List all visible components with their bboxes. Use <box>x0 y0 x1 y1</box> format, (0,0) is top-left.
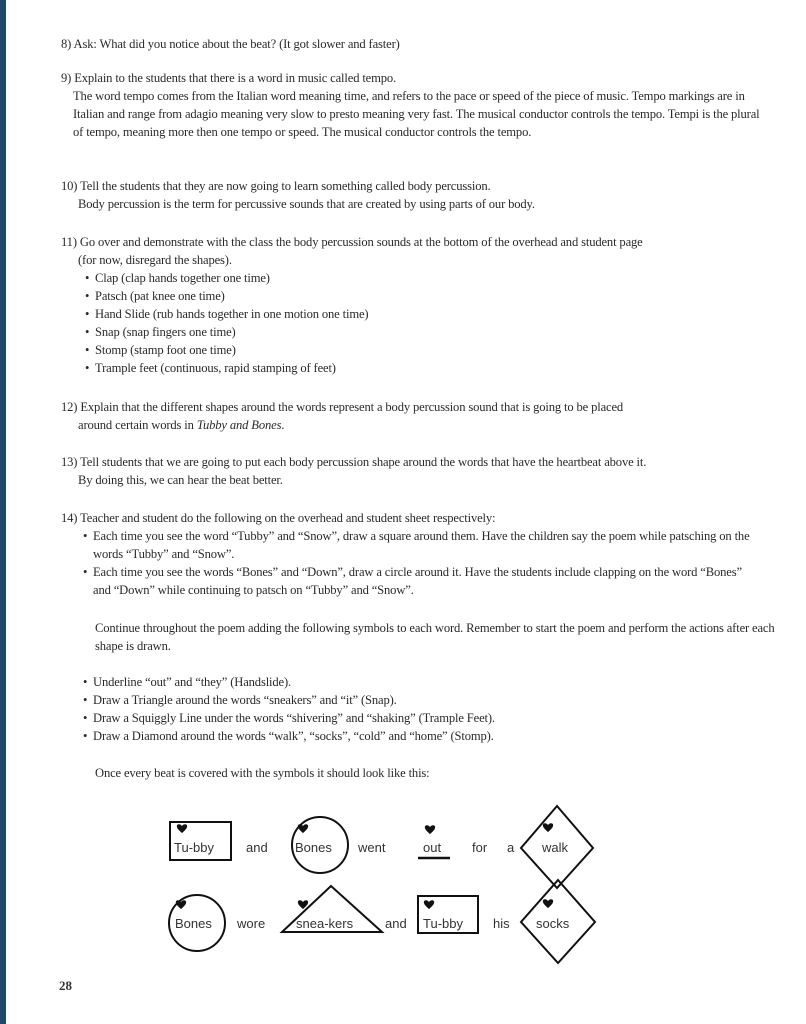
heart-icon <box>177 824 187 833</box>
list-item: • Patsch (pat knee one time) <box>85 287 771 305</box>
heart-icon <box>425 825 435 834</box>
step-text: Ask: What did you notice about the beat? (It got slower and faster) <box>73 37 400 51</box>
step-text: Explain that the different shapes around the words represent a body percussion sound that is going to be placed <box>80 400 624 414</box>
step-number: 8) <box>61 37 72 51</box>
poem-word: Bones <box>295 840 332 855</box>
step-text-continued: (for now, disregard the shapes). <box>78 253 232 267</box>
heart-icon <box>176 900 186 909</box>
list-item: • Trample feet (continuous, rapid stamping of feet) <box>85 359 771 377</box>
poem-word: snea-kers <box>296 916 354 931</box>
step-12 <box>61 398 771 434</box>
poem-word: for <box>472 840 488 855</box>
step-text-continued <box>61 416 771 434</box>
heart-icon <box>298 824 308 833</box>
poem-word: Tu-bby <box>174 840 214 855</box>
poem-word: went <box>358 840 386 855</box>
poem-word: and <box>385 916 407 931</box>
step-detail: The word tempo comes from the Italian word meaning time, and refers to the pace or speed of the piece of music. Tempo markings are in Italian and range from adagio meaning very slow to presto meaning very fast. The musical conductor controls the tempo. Tempi is the plural of tempo, meaning more then one tempo or speed. The musical conductor controls the tempo. <box>73 89 760 139</box>
step-10 <box>61 177 771 213</box>
step-number: 12) <box>61 400 78 414</box>
shape-instructions-list <box>61 527 771 599</box>
list-item: • Draw a Triangle around the words “sneakers” and “it” (Snap). <box>83 691 771 709</box>
list-item: • Draw a Diamond around the words “walk”, “socks”, “cold” and “home” (Stomp). <box>83 727 771 745</box>
step-number: 13) <box>61 455 78 469</box>
step-text: Explain to the students that there is a word in music called tempo. <box>74 71 397 85</box>
poem-word: Bones <box>175 916 212 931</box>
percussion-list <box>61 269 771 377</box>
step-9 <box>61 69 771 141</box>
list-item: • Stomp (stamp foot one time) <box>85 341 771 359</box>
heart-icon <box>298 900 308 909</box>
step-text: Go over and demonstrate with the class the body percussion sounds at the bottom of the overhead and student page <box>79 235 643 249</box>
step-8 <box>61 35 771 53</box>
poem-word: Tu-bby <box>423 916 463 931</box>
step-text-suffix: . <box>281 418 285 432</box>
symbol-list <box>61 673 771 745</box>
closing-paragraph: Once every beat is covered with the symbols it should look like this: <box>95 766 430 780</box>
poem-word: and <box>246 840 268 855</box>
step-number: 10) <box>61 179 78 193</box>
list-item: • Hand Slide (rub hands together in one motion one time) <box>85 305 771 323</box>
poem-word: walk <box>542 840 569 855</box>
heart-icon <box>543 899 553 908</box>
list-item: • Each time you see the words “Bones” and “Down”, draw a circle around it. Have the students include clapping on the word “Bones” and “Down” while continuing to patsch on “Tubby” and “Snow”. <box>83 563 771 599</box>
step-text: Teacher and student do the following on the overhead and student sheet respectively: <box>80 511 496 525</box>
poem-word: out <box>423 840 442 855</box>
step-11 <box>61 233 771 377</box>
step-number: 14) <box>61 511 78 525</box>
step-text: Tell students that we are going to put each body percussion shape around the words that have the heartbeat above it. <box>80 455 647 469</box>
step-14 <box>61 509 771 599</box>
continue-paragraph: Continue throughout the poem adding the following symbols to each word. Remember to start the poem and perform the actions after each shape is drawn. <box>95 621 775 653</box>
step-detail: Body percussion is the term for percussive sounds that are created by using parts of our body. <box>78 197 535 211</box>
list-item: • Draw a Squiggly Line under the words “shivering” and “shaking” (Trample Feet). <box>83 709 771 727</box>
step-text-continued: By doing this, we can hear the beat better. <box>78 473 283 487</box>
poem-word: a <box>507 840 515 855</box>
list-item: • Each time you see the word “Tubby” and “Snow”, draw a square around them. Have the children say the poem while patsching on the words “Tubby” and “Snow”. <box>83 527 771 563</box>
list-item: • Underline “out” and “they” (Handslide). <box>83 673 771 691</box>
step-13 <box>61 453 771 489</box>
poem-word: wore <box>237 916 266 931</box>
step-number: 9) <box>61 71 72 85</box>
step-text: Tell the students that they are now going to learn something called body percussion. <box>80 179 491 193</box>
poem-word: his <box>493 916 510 931</box>
symbol-list-block <box>61 673 771 745</box>
step-text-prefix: around certain words in <box>78 418 197 432</box>
page-number: 28 <box>59 978 72 993</box>
heart-icon <box>424 900 434 909</box>
step-number: 11) <box>61 235 77 249</box>
heart-icon <box>543 823 553 832</box>
list-item: • Snap (snap fingers one time) <box>85 323 771 341</box>
list-item: • Clap (clap hands together one time) <box>85 269 771 287</box>
poem-title: Tubby and Bones <box>196 418 282 432</box>
poem-word: socks <box>536 916 570 931</box>
